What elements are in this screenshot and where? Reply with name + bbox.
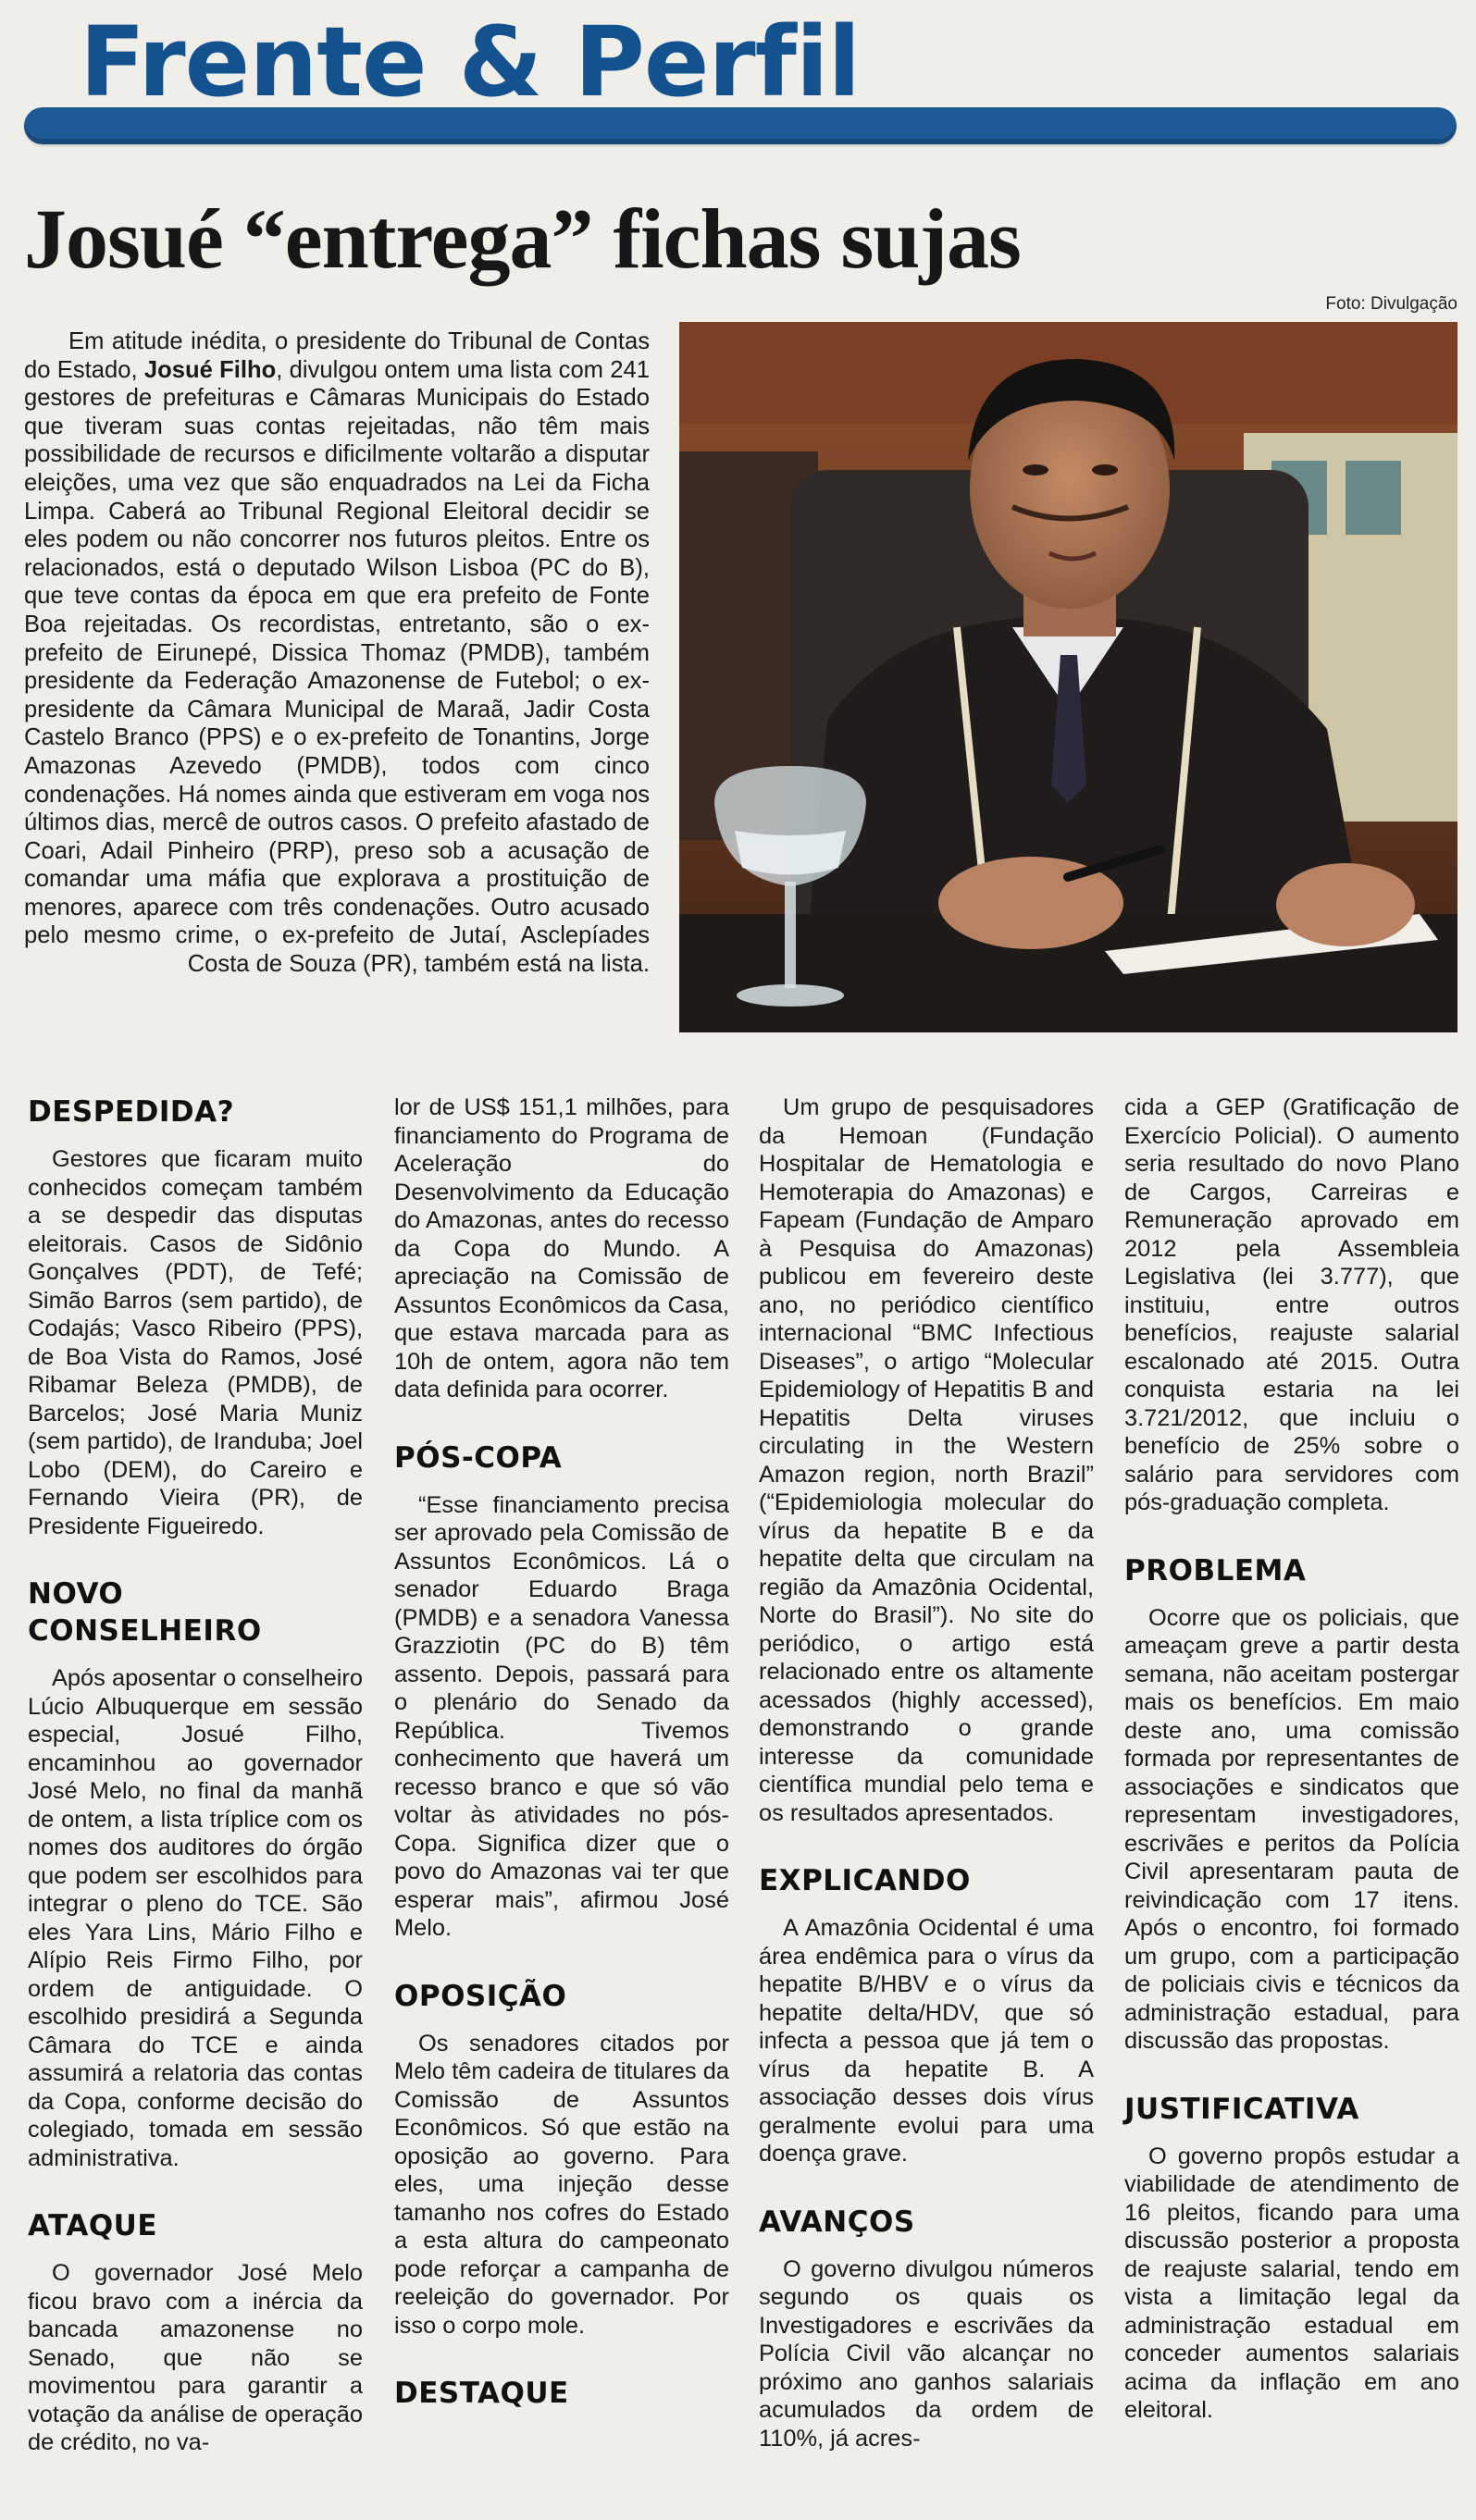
lead-paragraph	[24, 327, 650, 979]
heading-justificativa: JUSTIFICATIVA	[1124, 2092, 1359, 2126]
portrait-illustration	[679, 322, 1457, 1032]
section-title: Frente & Perfil	[80, 6, 861, 118]
block-ataque	[28, 2207, 363, 2457]
column-2	[394, 1093, 729, 2447]
section-banner	[24, 7, 1457, 146]
heading-destaque: DESTAQUE	[394, 2377, 569, 2410]
text-destaque-cont: Um grupo de pesquisadores da Hemoan (Fundação Hospitalar de Hematologia e Hemoterapia do Amazonas) e Fapeam (Fundação de Amparo à Pesquisa do Amazonas) publicou em fevereiro deste ano, no periódico científico internacional “BMC Infectious Diseases”, o artigo “Molecular Epidemiology of Hepatitis B and Hepatitis Delta viruses circulating in the Western Amazon region, north Brazil” (“Epidemiologia molecular do vírus da hepatite B e da hepatite delta que circulam na região da Amazônia Ocidental, Norte do Brasil”). No site do periódico, o artigo está relacionado entre os altamente acessados (highly accessed), demonstrando o grande interesse da comunidade científica mundial pelo tema e os resultados apresentados.	[759, 1094, 1094, 1826]
block-problema	[1124, 1552, 1459, 2056]
text-problema: Ocorre que os policiais, que ameaçam greve a partir desta semana, não aceitam postergar mais os benefícios. Em maio deste ano, uma comissão formada por representantes de associações e sindicatos que representam investigadores, escrivães e peritos da Polícia Civil apresentaram pauta de reivindicação com 17 itens. Após o encontro, foi formado um grupo, com a participação de policiais civis e técnicos da administração estadual, para discussão das propostas.	[1124, 1604, 1459, 2054]
lead-start: Em atitude inédita, o presidente do Tribunal de Contas do Estado,	[24, 328, 650, 383]
heading-avancos: AVANÇOS	[759, 2205, 915, 2239]
article-headline: Josué “entrega” fichas sujas	[24, 191, 1021, 286]
text-justificativa: O governo propôs estudar a viabilidade de atendimento de 16 pleitos, ficando para uma discussão posterior a proposta de reajuste salarial, tendo em vista a limitação legal da administração estadual em conceder aumentos salariais acima da inflação em ano eleitoral.	[1124, 2143, 1459, 2423]
block-oposicao	[394, 1978, 729, 2341]
column-1	[28, 1093, 363, 2492]
block-despedida	[28, 1093, 363, 1540]
text-pos-copa: “Esse financiamento precisa ser aprovado pela Comissão de Assuntos Econômicos. Lá o senador Eduardo Braga (PMDB) e a senadora Vanessa Grazziotin (PC do B) têm assento. Depois, passará para o plenário do Senado da República. Tivemos conhecimento que haverá um recesso branco e que só vão voltar às atividades no pós-Copa. Significa dizer que o povo do Amazonas vai ter que esperar mais”, afirmou José Melo.	[394, 1491, 729, 1941]
heading-problema: PROBLEMA	[1124, 1553, 1307, 1587]
text-novo-conselheiro: Após aposentar o conselheiro Lúcio Albuquerque em sessão especial, Josué Filho, encaminhou ao governador José Melo, no final da manhã de ontem, a lista tríplice com os nomes dos auditores do órgão que podem ser escolhidos para integrar o pleno do TCE. São eles Yara Lins, Mário Filho e Alípio Reis Firmo Filho, por ordem de antiguidade. O escolhido presidirá a Segunda Câmara do TCE e ainda assumirá a relatoria das contas da Copa, conforme decisão do colegiado, tomada em sessão administrativa.	[28, 1665, 363, 2171]
article-photo	[679, 322, 1457, 1032]
heading-despedida: DESPEDIDA?	[28, 1095, 235, 1129]
text-ataque-cont: lor de US$ 151,1 milhões, para financiamento do Programa de Aceleração do Desenvolvimento da Educação do Amazonas, antes do recesso da Copa do Mundo. A apreciação na Comissão de Assuntos Econômicos da Casa, que estava marcada para as 10h de ontem, agora não tem data definida para ocorrer.	[394, 1094, 729, 1402]
heading-novo-conselheiro: NOVO CONSELHEIRO	[28, 1577, 262, 1648]
text-oposicao: Os senadores citados por Melo têm cadeira de titulares da Comissão de Assuntos Econômicos. Só que estão na oposição ao governo. Para eles, uma injeção desse tamanho nos cofres do Estado a esta altura do campeonato pode reforçar a campanha de reeleição do governador. Por isso o corpo mole.	[394, 2030, 729, 2339]
lead-name: Josué Filho	[143, 356, 277, 383]
photo-credit: Foto: Divulgação	[1325, 294, 1457, 314]
block-destaque	[394, 2375, 729, 2412]
text-avancos-cont: cida a GEP (Gratificação de Exercício Policial). O aumento seria resultado do novo Plano de Cargos, Carreiras e Remuneração aprovado em 2012 pela Assembleia Legislativa (lei 3.777), que instituiu, entre outros benefícios, reajuste salarial escalonado até 2015. Outra conquista estaria na lei 3.721/2012, que incluiu o benefício de 25% sobre o salário para servidores com pós-graduação completa.	[1124, 1094, 1459, 1515]
lead-rest: , divulgou ontem uma lista com 241 gestores de prefeituras e Câmaras Municipais do Estado que tiveram suas contas rejeitadas, não têm mais possibilidade de recursos e dificilmente voltarão a disputar eleições, uma vez que são enquadrados na Lei da Ficha Limpa. Caberá ao Tribunal Regional Eleitoral decidir se eles podem ou não concorrer nos futuros pleitos. Entre os relacionados, está o deputado Wilson Lisboa (PC do B), que teve contas da época em que era prefeito de Fonte Boa rejeitadas. Os recordistas, entretanto, são o ex-prefeito de Eirunepé, Dissica Thomaz (PMDB), também presidente da Federação Amazonense de Futebol; o ex-presidente da Câmara Municipal de Maraã, Jadir Costa Castelo Branco (PPS) e o ex-prefeito de Tonantins, Jorge Amazonas Azevedo (PMDB), todos com cinco condenações. Há nomes ainda que estiveram em voga nos últimos dias, mercê de outros casos. O prefeito afastado de Coari, Adail Pinheiro (PRP), preso sob a acusação de comandar uma máfia que explorava a prostituição de menores, aparece com três condenações. Outro acusado pelo mesmo crime, o ex-prefeito de Jutaí, Asclepíades Costa de Souza (PR), também está na lista.	[24, 356, 651, 978]
heading-explicando: EXPLICANDO	[759, 1864, 971, 1897]
heading-oposicao: OPOSIÇÃO	[394, 1979, 567, 2013]
lead-text	[24, 327, 650, 979]
heading-ataque: ATAQUE	[28, 2209, 158, 2242]
block-avancos-cont	[1124, 1093, 1459, 1517]
column-4	[1124, 1093, 1459, 2460]
text-ataque: O governador José Melo ficou bravo com a inércia da bancada amazonense no Senado, que não se movimentou para garantir a votação da análise de operação de crédito, no va-	[28, 2260, 363, 2455]
text-despedida: Gestores que ficaram muito conhecidos começam também a se despedir das disputas eleitorais. Casos de Sidônio Gonçalves (PDT), de Tefé; Simão Barros (sem partido), de Codajás; Vasco Ribeiro (PPS), de Boa Vista do Ramos, José Ribamar Beleza (PMDB), de Barcelos; José Maria Muniz (sem partido), de Iranduba; Joel Lobo (DEM), do Careiro e Fernando Vieira (PR), de Presidente Figueiredo.	[28, 1146, 363, 1539]
block-avancos	[759, 2204, 1094, 2453]
block-pos-copa	[394, 1439, 729, 1943]
text-avancos: O governo divulgou números segundo os quais os Investigadores e escrivães da Polícia Civil vão alcançar no próximo ano ganhos salariais acumulados da ordem de 110%, já acres-	[759, 2255, 1094, 2452]
block-explicando	[759, 1862, 1094, 2168]
text-explicando: A Amazônia Ocidental é uma área endêmica para o vírus da hepatite B/HBV e o vírus da hepatite delta/HDV, que só infecta a pessoa que já tem o vírus da hepatite B. A associação desses dois vírus geralmente evolui para uma doença grave.	[759, 1915, 1094, 2167]
column-3	[759, 1093, 1094, 2488]
block-justificativa	[1124, 2091, 1459, 2425]
block-novo-conselheiro	[28, 1575, 363, 2172]
heading-pos-copa: PÓS-COPA	[394, 1440, 563, 1475]
block-destaque-cont	[759, 1093, 1094, 1827]
block-ataque-cont	[394, 1093, 729, 1404]
